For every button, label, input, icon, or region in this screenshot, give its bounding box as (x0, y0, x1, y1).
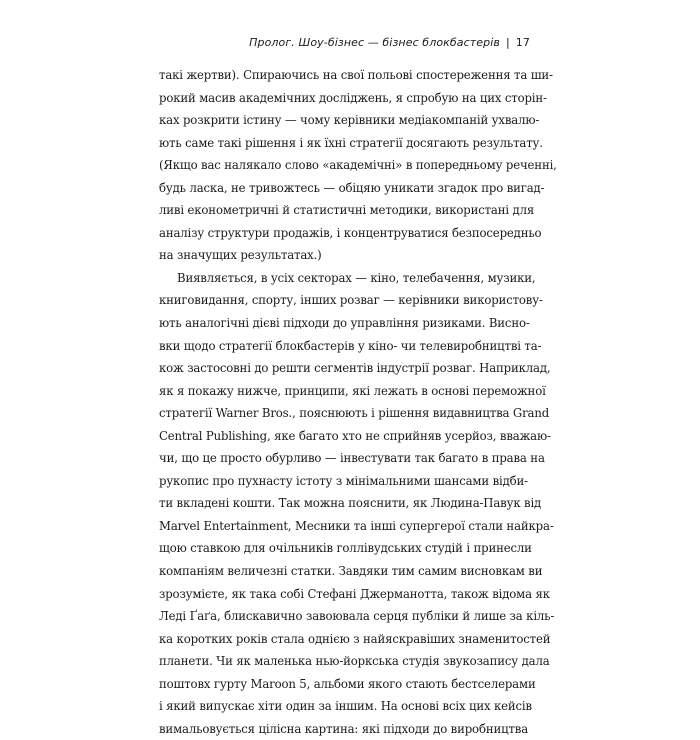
text-line: як я покажу нижче, принципи, які лежать в основі переможної (159, 383, 546, 398)
text-line: (Якщо вас налякало слово «академічні» в попередньому реченні, (159, 158, 557, 173)
text-line: зрозумієте, як така собі Стефані Джерманотта, також відома як (159, 586, 550, 601)
chapter-title: Пролог. Шоу-бізнес — бізнес блокбастерів (249, 36, 500, 49)
text-line: стратегії Warner Bros., пояснюють і рішення видавництва Grand (159, 406, 550, 421)
text-line: будь ласка, не тривожтесь — обіцяю уникати згадок про вигад- (159, 180, 545, 195)
header-separator: | (505, 36, 510, 49)
text-line: кож застосовні до решти сегментів індустрії розваг. Наприклад, (159, 361, 551, 376)
text-line: поштовх гурту Maroon 5, альбоми якого стають бестселерами (159, 676, 536, 691)
text-line: ка коротких років стала однією з найяскравіших знаменитостей (159, 631, 551, 646)
text-line: вки щодо стратегії блокбастерів у кіно- чи телевиробництві та- (159, 338, 542, 353)
text-line: щою ставкою для очільників голлівудських студій і принесли (159, 541, 532, 556)
running-header (249, 36, 530, 49)
text-line: Леді Ґаґа, блискавично завоювала серця публіки й лише за кіль- (159, 609, 555, 624)
text-line: компаніям величезні статки. Завдяки тим самим висновкам ви (159, 564, 543, 579)
text-line: Marvel Entertainment, Месники та інші супергерої стали найкра- (159, 518, 554, 533)
text-line: на значущих результатах.) (159, 248, 322, 263)
text-line: ливі економетричні й статистичні методики, використані для (159, 203, 535, 218)
page-number: 17 (515, 36, 530, 49)
text-line: такі жертви). Спираючись на свої польові спостереження та ши- (159, 68, 553, 82)
text-line: рокий масив академічних досліджень, я спробую на цих сторін- (159, 90, 547, 105)
text-line: ють саме такі рішення і як їхні стратегії досягають результату. (159, 135, 543, 150)
text-line: аналізу структури продажів, і концентруватися безпосередньо (159, 225, 542, 240)
text-line: Виявляється, в усіх секторах — кіно, телебачення, музики, (177, 270, 536, 285)
text-line: ках розкрити істину — чому керівники медіакомпаній ухвалю- (159, 113, 540, 128)
text-line: вимальовується цілісна картина: які підходи до виробництва (159, 721, 529, 736)
text-line: планети. Чи як маленька нью-йоркська студія звукозапису дала (159, 654, 550, 669)
text-line: ють аналогічні дієві підходи до управління ризиками. Висно- (159, 316, 530, 331)
text-line: Central Publishing, яке багато хто не сприйняв усерйоз, вважаю- (159, 428, 551, 443)
body-text (159, 64, 557, 740)
text-line: і який випускає хіти один за іншим. На основі всіх цих кейсів (159, 699, 532, 714)
text-line: ти вкладені кошти. Так можна пояснити, як Людина-Павук від (159, 496, 542, 511)
text-line: рукопис про пухнасту істоту з мінімальними шансами відби- (159, 473, 528, 488)
text-line: чи, що це просто обурливо — інвестувати так багато в права на (159, 451, 545, 466)
text-line: книговидання, спорту, інших розваг — керівники використову- (159, 293, 543, 308)
